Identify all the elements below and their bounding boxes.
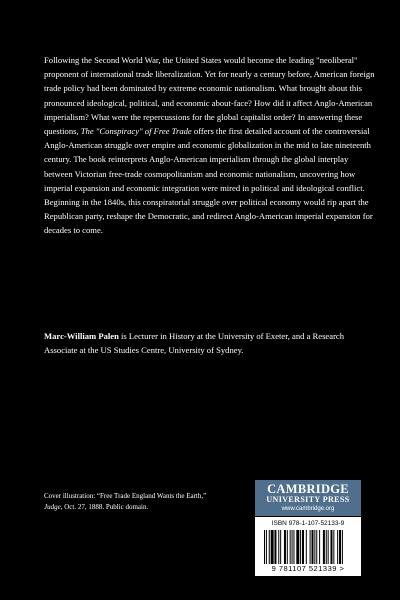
barcode-digits: 9 781107 521339 > <box>271 564 345 573</box>
cover-credit-source: Judge <box>44 503 61 511</box>
author-bio <box>44 329 378 357</box>
barcode-icon <box>264 530 352 564</box>
blurb-text-2: offers the first detailed account of the controversial Anglo-American struggle over empire and economic globalization in the mid to late nineteenth century. The book reinterprets Anglo-American imperialism through the global interplay between Victorian free-trade cosmopolitanism and economic nationalism, uncovering how imperial expansion and economic integration were mired in political and ideological conflict. Beginning in the 1840s, this conspiratorial struggle over political economy would rip apart the Republican party, reshape the Democratic, and redirect Anglo-American imperial expansion for decades to come. <box>44 126 373 236</box>
publisher-logo <box>255 480 361 516</box>
cover-credit-suffix: , Oct. 27, 1888. Public domain. <box>60 503 149 511</box>
book-title: The "Conspiracy" of Free Trade <box>80 126 192 137</box>
cover-credit-prefix: Cover illustration: “Free Trade England Wants the Earth,” <box>44 492 207 500</box>
publisher-subtitle: UNIVERSITY PRESS <box>266 495 350 504</box>
blurb-text-1: Following the Second World War, the United States would become the leading "neoliberal" proponent of international trade liberalization. Yet for nearly a century before, American foreign trade policy had been dominated by extreme economic nationalism. What brought about this pronounced ideological, political, and economic about-face? How did it affect Anglo-American imperialism? What were the repercussions for the global capitalist order? In answering these questions, <box>44 55 375 137</box>
barcode-box <box>255 517 361 576</box>
publisher-name: CAMBRIDGE <box>267 482 349 496</box>
isbn-label: ISBN 978-1-107-52133-9 <box>271 520 345 527</box>
publisher-url: www.cambridge.org <box>281 506 335 512</box>
blurb <box>44 53 378 238</box>
cover-credit <box>44 491 214 513</box>
author-bio-text: is Lecturer in History at the University of Exeter, and a Research Associate at the US Studies Centre, University of Sydney. <box>44 331 345 356</box>
author-name: Marc-William Palen <box>44 331 119 341</box>
